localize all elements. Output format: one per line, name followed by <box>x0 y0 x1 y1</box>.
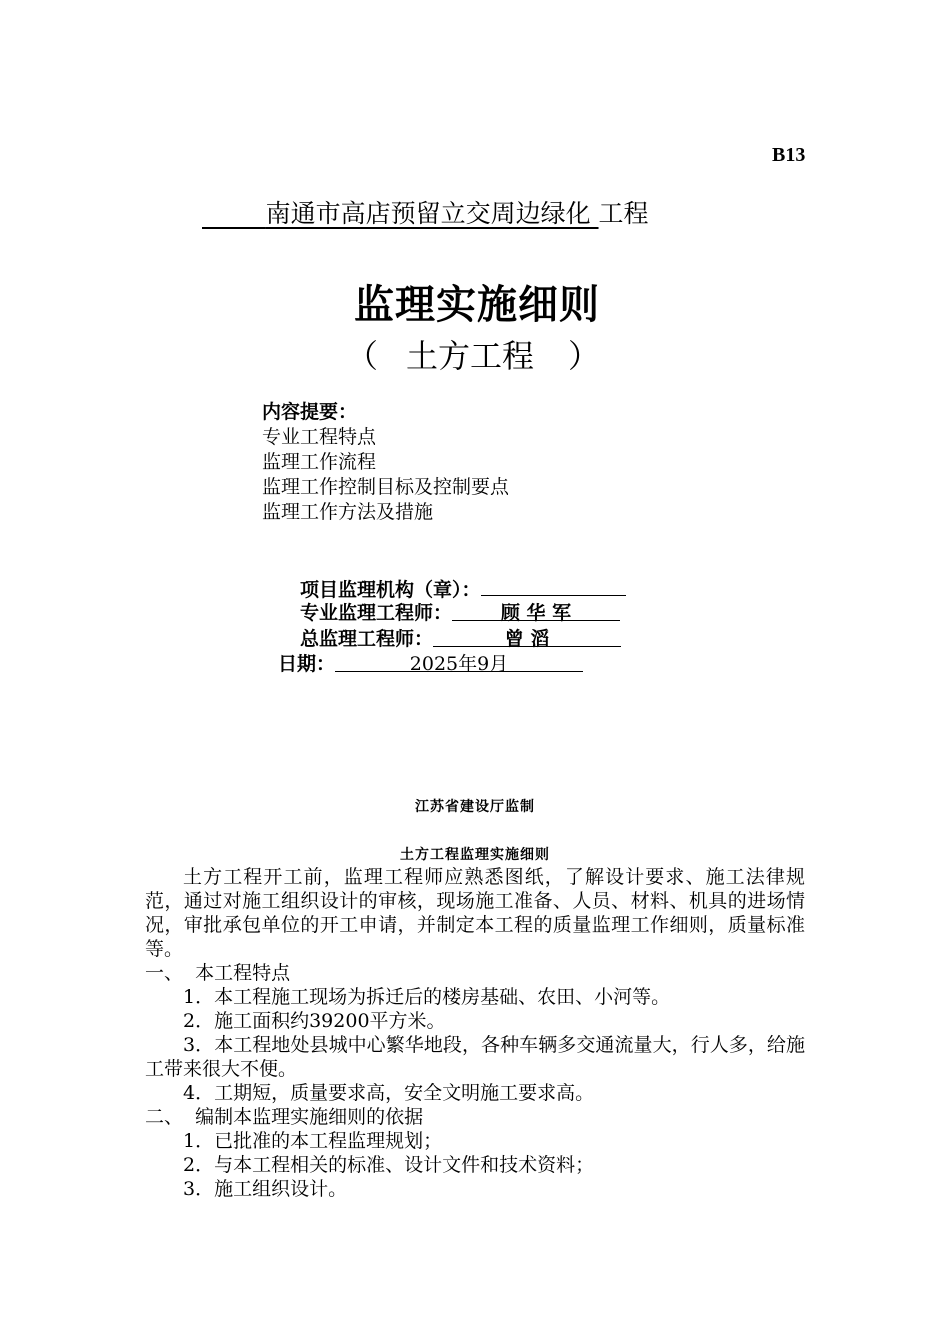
list-item: 2．施工面积约39200平方米。 <box>183 1010 446 1032</box>
list-item: 2．与本工程相关的标准、设计文件和技术资料； <box>183 1154 595 1176</box>
signature-date: 日期： 2025年9月 <box>278 649 583 676</box>
intro-paragraph: 土方工程开工前，监理工程师应熟悉图纸，了解设计要求、施工法律规范，通过对施工组织设计的审核，现场施工准备、人员、材料、机具的进场情况，审批承包单位的开工申请，并制定本工程的质量监理工作细则，质量标准等。 <box>145 866 805 960</box>
signature-chief: 总监理工程师： 曾 滔 <box>300 624 621 651</box>
list-item: 3．施工组织设计。 <box>183 1178 348 1200</box>
specialist-name: 顾 华 军 <box>452 598 620 621</box>
section-heading: 二、 编制本监理实施细则的依据 <box>145 1106 424 1128</box>
signature-org: 项目监理机构（章）： <box>300 573 626 602</box>
list-item: 3．本工程地处县城中心繁华地段，各种车辆多交通流量大，行人多，给施工带来很大不便。 <box>145 1034 805 1080</box>
content-summary <box>262 400 509 525</box>
project-name: 南通市高店预留立交周边绿化 <box>265 199 599 228</box>
project-suffix: 工程 <box>598 199 649 228</box>
document-subtitle: （ 土方工程 ） <box>346 337 601 375</box>
summary-item: 监理工作控制目标及控制要点 <box>262 476 510 498</box>
list-item: 1．本工程施工现场为拆迁后的楼房基础、农田、小河等。 <box>183 986 671 1008</box>
signature-specialist: 专业监理工程师： 顾 华 军 <box>300 598 620 625</box>
summary-heading: 内容提要： <box>262 401 358 423</box>
document-code: B13 <box>772 144 806 166</box>
project-name-line <box>202 194 649 230</box>
list-item: 1．已批准的本工程监理规划； <box>183 1130 443 1152</box>
org-seal-field <box>481 573 626 596</box>
summary-item: 监理工作方法及措施 <box>262 501 434 523</box>
summary-item: 监理工作流程 <box>262 451 377 473</box>
body-heading: 土方工程监理实施细则 <box>400 847 550 863</box>
summary-item: 专业工程特点 <box>262 426 377 448</box>
date-value: 2025年9月 <box>335 649 583 672</box>
body-text <box>145 865 805 1201</box>
section-heading: 一、 本工程特点 <box>145 962 291 984</box>
subtitle-text: 土方工程 <box>406 337 535 375</box>
issuer-label: 江苏省建设厅监制 <box>415 799 535 815</box>
chief-name: 曾 滔 <box>433 624 621 647</box>
document-title: 监理实施细则 <box>354 282 600 328</box>
list-item: 4．工期短，质量要求高，安全文明施工要求高。 <box>183 1082 595 1104</box>
